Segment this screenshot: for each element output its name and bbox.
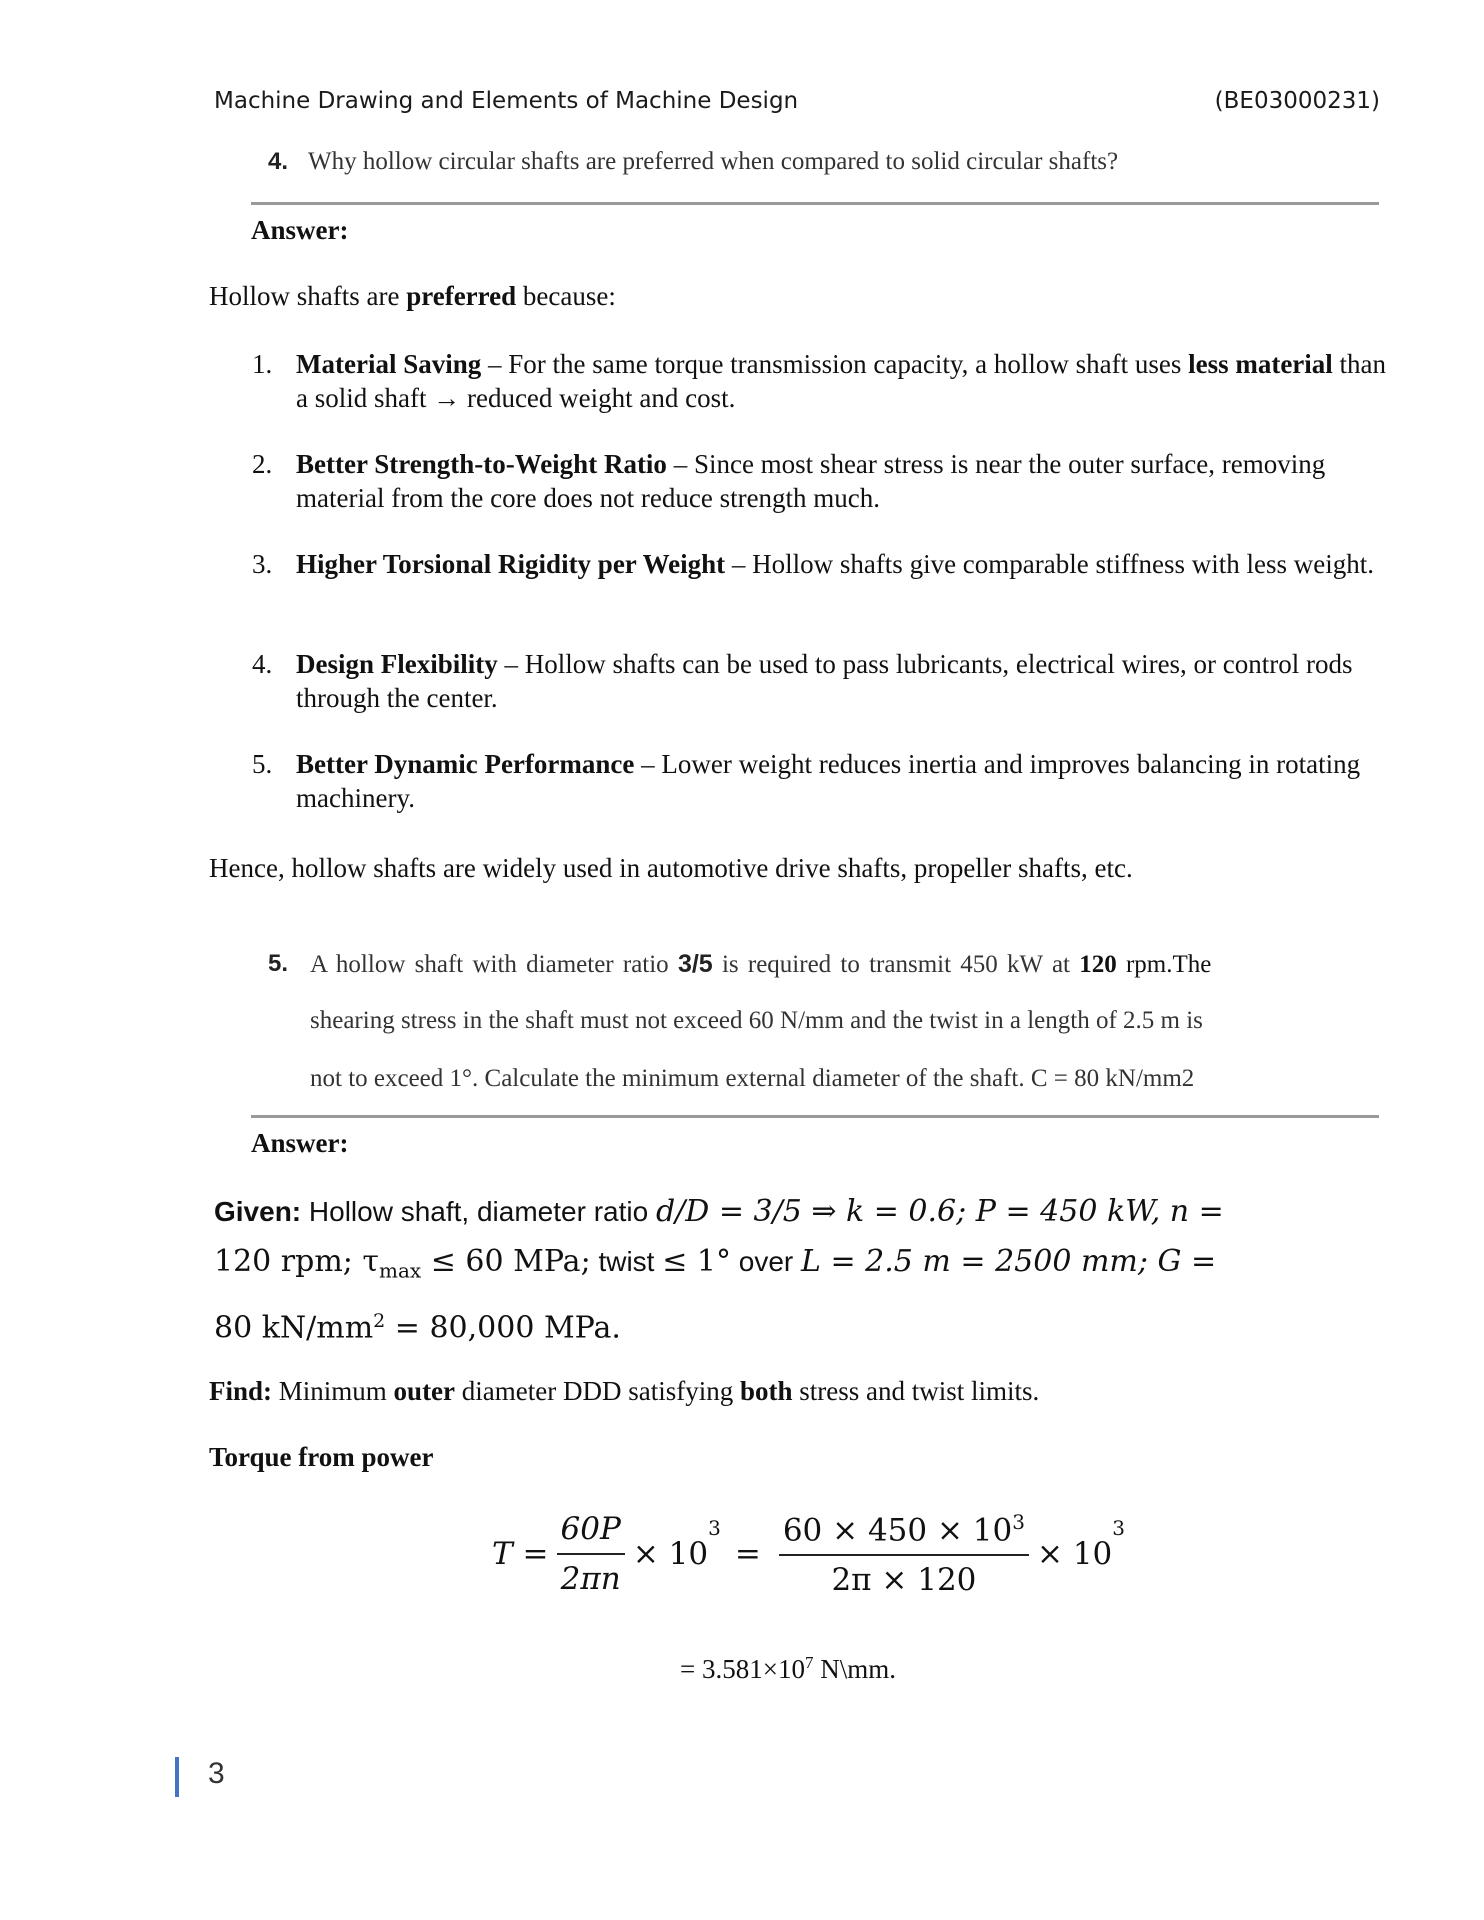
list-item bbox=[252, 447, 1392, 515]
equation-exponent: 3 bbox=[1012, 1510, 1025, 1534]
equation-term: × 10 bbox=[1037, 1536, 1113, 1573]
question-text: Why hollow circular shafts are preferred when compared to solid circular shafts? bbox=[308, 148, 1119, 175]
given-math: 120 rpm; τ bbox=[214, 1244, 380, 1279]
equation-lhs: T = bbox=[492, 1536, 549, 1573]
list-item-text: – For the same torque transmission capacity, a hollow shaft uses bbox=[481, 349, 1189, 379]
find-text: Minimum bbox=[272, 1376, 394, 1406]
find-text: stress and twist limits. bbox=[792, 1376, 1040, 1406]
find-text: diameter DDD satisfying bbox=[455, 1376, 740, 1406]
find-paragraph bbox=[209, 1376, 1039, 1407]
given-text: Hollow shaft, diameter ratio bbox=[301, 1196, 656, 1227]
given-math-sup: 2 bbox=[373, 1309, 386, 1332]
result-value: = 3.581×10 bbox=[680, 1654, 805, 1684]
given-math: = 80,000 MPa. bbox=[385, 1309, 621, 1345]
given-math: ≤ 60 MPa; bbox=[421, 1244, 591, 1279]
equation-exponent: 3 bbox=[1112, 1516, 1126, 1540]
divider bbox=[251, 1115, 1379, 1118]
list-number: 3. bbox=[252, 549, 273, 579]
list-item-text: – Hollow shafts can be used to pass lubricants, electrical wires, or control rods through the center. bbox=[296, 649, 1353, 713]
course-code: (BE03000231) bbox=[1214, 88, 1380, 114]
question-text: is required to transmit 450 kW at bbox=[712, 951, 1080, 978]
divider bbox=[251, 202, 1379, 205]
question-line-2: shearing stress in the shaft must not exceed 60 N/mm and the twist in a length of 2.5 m is bbox=[310, 1007, 1203, 1034]
list-item-title: Better Dynamic Performance bbox=[296, 749, 635, 779]
list-number: 1. bbox=[252, 349, 273, 379]
question-4 bbox=[268, 148, 1118, 176]
fraction bbox=[779, 1510, 1029, 1598]
list-item bbox=[252, 547, 1392, 581]
list-item bbox=[252, 647, 1392, 715]
fraction-numerator: 60 × 450 × 10 bbox=[782, 1512, 1013, 1549]
section-heading: Torque from power bbox=[209, 1442, 434, 1472]
list-item-text: – Lower weight reduces inertia and improves balancing in rotating machinery. bbox=[296, 749, 1361, 813]
list-number: 2. bbox=[252, 449, 273, 479]
given-math-sub: max bbox=[379, 1258, 422, 1283]
given-text: twist bbox=[590, 1246, 663, 1277]
list-item-emphasis: less material bbox=[1188, 349, 1333, 379]
answer-label: Answer: bbox=[251, 215, 349, 245]
answer-label: Answer: bbox=[251, 1128, 349, 1158]
given-math: 80 kN/mm bbox=[214, 1309, 374, 1345]
fraction bbox=[557, 1511, 625, 1597]
torque-equation bbox=[492, 1510, 1125, 1598]
given-line-3 bbox=[214, 1296, 1394, 1353]
result-unit: N\mm. bbox=[813, 1654, 896, 1684]
list-number: 4. bbox=[252, 649, 273, 679]
torque-result bbox=[680, 1653, 896, 1685]
list-item bbox=[252, 747, 1392, 815]
list-item-title: Better Strength-to-Weight Ratio bbox=[296, 449, 667, 479]
equation-equals: = bbox=[734, 1536, 761, 1573]
list-item-title: Design Flexibility bbox=[296, 649, 498, 679]
fraction-numerator: 60P bbox=[557, 1511, 625, 1555]
question-number: 5. bbox=[268, 950, 289, 977]
equation-term: × 10 bbox=[632, 1536, 709, 1573]
intro-paragraph bbox=[209, 281, 616, 312]
page-number: 3 bbox=[208, 1757, 225, 1790]
question-number: 4. bbox=[268, 148, 289, 175]
given-line-2 bbox=[214, 1237, 1394, 1296]
page-number-bar bbox=[175, 1757, 179, 1797]
question-text: rpm.The bbox=[1116, 951, 1212, 978]
intro-text: Hollow shafts are bbox=[209, 281, 407, 311]
ratio-value: 3/5 bbox=[677, 950, 713, 978]
equation-exponent: 3 bbox=[708, 1516, 721, 1540]
fraction-denominator: 2π × 120 bbox=[831, 1562, 977, 1599]
given-math: ≤ 1° bbox=[662, 1244, 731, 1279]
list-item bbox=[252, 347, 1392, 415]
list-item-title: Higher Torsional Rigidity per Weight bbox=[296, 549, 726, 579]
rpm-value: 120 bbox=[1079, 951, 1117, 978]
fraction-denominator: 2πn bbox=[560, 1561, 621, 1598]
given-math: d/D = 3/5 ⇒ k = 0.6; P = 450 kW, n = bbox=[655, 1194, 1224, 1229]
question-line-1 bbox=[310, 950, 1211, 979]
given-text: over bbox=[731, 1246, 802, 1277]
given-line-1 bbox=[214, 1187, 1394, 1237]
find-bold: both bbox=[739, 1376, 793, 1406]
list-item-text: – Since most shear stress is near the outer surface, removing material from the core does not reduce strength much. bbox=[296, 449, 1326, 513]
list-number: 5. bbox=[252, 749, 273, 779]
intro-bold: preferred bbox=[406, 281, 517, 311]
list-item-text-end: than a solid shaft → reduced weight and cost. bbox=[296, 349, 1387, 413]
question-line-3: not to exceed 1°. Calculate the minimum external diameter of the shaft. C = 80 kN/mm2 bbox=[310, 1065, 1195, 1092]
given-label: Given: bbox=[214, 1196, 302, 1227]
find-bold: outer bbox=[393, 1376, 456, 1406]
given-block bbox=[214, 1187, 1394, 1353]
intro-text-end: because: bbox=[516, 281, 616, 311]
page-header bbox=[214, 88, 1380, 114]
list-item-text: – Hollow shafts give comparable stiffness with less weight. bbox=[725, 549, 1374, 579]
given-math: L = 2.5 m = 2500 mm; G = bbox=[801, 1244, 1217, 1279]
conclusion-paragraph: Hence, hollow shafts are widely used in automotive drive shafts, propeller shafts, etc. bbox=[209, 853, 1133, 883]
find-label: Find: bbox=[209, 1376, 273, 1406]
question-text: A hollow shaft with diameter ratio bbox=[310, 951, 678, 978]
result-exponent: 7 bbox=[804, 1653, 814, 1672]
document-title: Machine Drawing and Elements of Machine Design bbox=[214, 88, 799, 114]
list-item-title: Material Saving bbox=[296, 349, 482, 379]
